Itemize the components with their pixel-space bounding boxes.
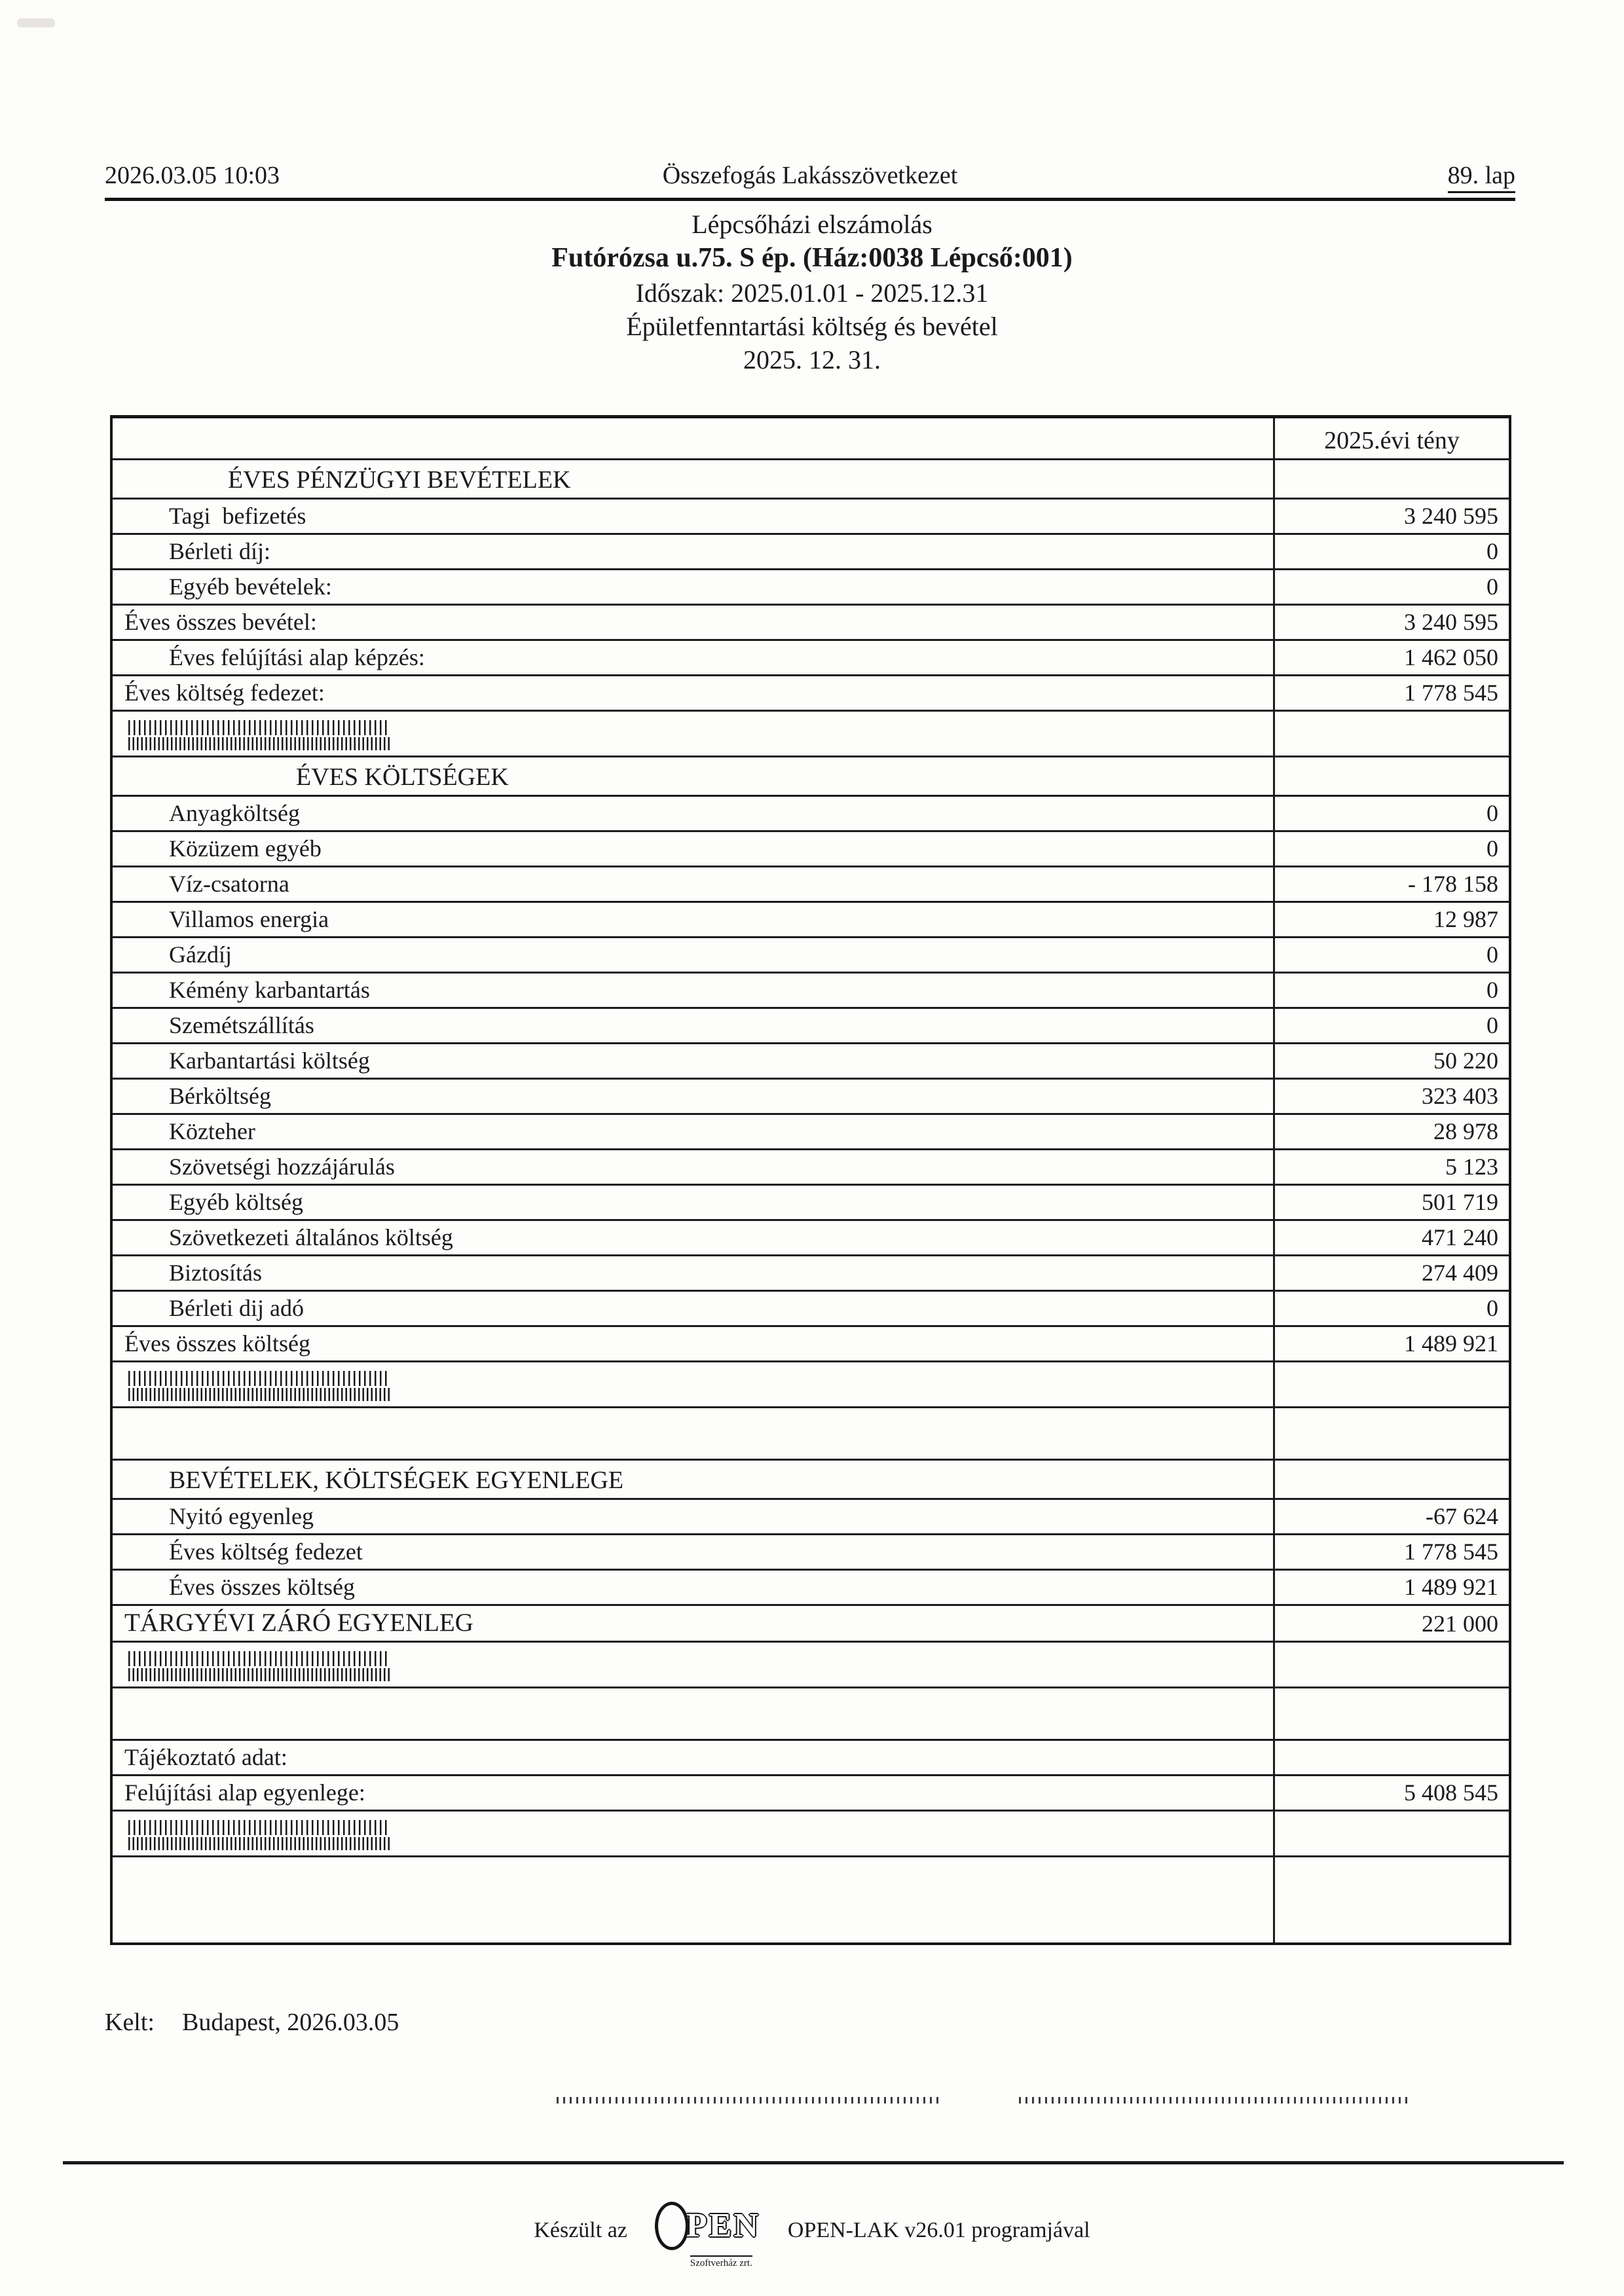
row-label: Szövetkezeti általános költség bbox=[169, 1224, 453, 1250]
credit-prefix: Készült az bbox=[534, 2217, 627, 2242]
value-column-header: 2025.évi tény bbox=[1273, 418, 1509, 458]
report-period: Időszak: 2025.01.01 - 2025.12.31 bbox=[635, 278, 989, 308]
row-value: 12 987 bbox=[1273, 903, 1509, 936]
table-section-row bbox=[113, 757, 1509, 797]
row-value bbox=[1273, 1362, 1509, 1406]
hatch-pattern bbox=[128, 737, 390, 750]
table-row bbox=[113, 641, 1509, 676]
row-label: Tájékoztató adat: bbox=[124, 1743, 287, 1770]
hatch-pattern bbox=[128, 1668, 390, 1681]
report-subtitle: Épületfenntartási költség és bevétel bbox=[626, 312, 998, 342]
row-value: 1 778 545 bbox=[1273, 1535, 1509, 1569]
empty-header-cell bbox=[113, 418, 1273, 458]
print-datetime: 2026.03.05 10:03 bbox=[105, 162, 280, 189]
table-row bbox=[113, 570, 1509, 606]
row-label: Felújítási alap egyenlege: bbox=[124, 1779, 365, 1806]
signature-lines bbox=[0, 2097, 1624, 2105]
table-row bbox=[113, 1080, 1509, 1115]
table-row bbox=[113, 1221, 1509, 1256]
row-label: Anyagköltség bbox=[169, 799, 300, 826]
row-label bbox=[113, 1408, 1273, 1459]
software-credit-line bbox=[0, 2192, 1624, 2269]
table-row bbox=[113, 974, 1509, 1009]
row-label: Éves összes költség bbox=[169, 1573, 355, 1600]
logo-letters: PEN bbox=[686, 2207, 760, 2244]
row-label: Víz-csatorna bbox=[169, 870, 289, 897]
page-number bbox=[1096, 161, 1515, 190]
row-label: Bérleti dij adó bbox=[169, 1294, 304, 1321]
row-value: 1 489 921 bbox=[1273, 1327, 1509, 1360]
credit-suffix: OPEN-LAK v26.01 programjával bbox=[787, 2217, 1090, 2242]
row-label: Közüzem egyéb bbox=[169, 835, 322, 862]
row-value bbox=[1273, 757, 1509, 795]
row-value: -67 624 bbox=[1273, 1500, 1509, 1533]
row-value: 1 462 050 bbox=[1273, 641, 1509, 674]
report-type: Lépcsőházi elszámolás bbox=[692, 210, 932, 239]
row-value bbox=[1273, 1741, 1509, 1774]
financial-table bbox=[110, 415, 1511, 1945]
signature-date-line bbox=[105, 2008, 1519, 2037]
row-label: Éves költség fedezet: bbox=[124, 679, 325, 706]
row-value: 1 778 545 bbox=[1273, 676, 1509, 710]
row-value: 3 240 595 bbox=[1273, 500, 1509, 533]
table-row bbox=[113, 676, 1509, 712]
footer-divider bbox=[63, 2161, 1564, 2164]
table-row bbox=[113, 903, 1509, 938]
row-label: Szemétszállítás bbox=[169, 1011, 314, 1038]
row-label: TÁRGYÉVI ZÁRÓ EGYENLEG bbox=[124, 1608, 473, 1637]
row-value bbox=[1273, 460, 1509, 498]
table-body bbox=[113, 460, 1509, 1942]
kelt-label: Kelt: bbox=[105, 2008, 155, 2036]
page-number-label: 89. lap bbox=[1448, 162, 1515, 193]
row-value: 28 978 bbox=[1273, 1115, 1509, 1148]
table-row bbox=[113, 1500, 1509, 1535]
row-label: Éves költség fedezet bbox=[169, 1538, 363, 1565]
table-row bbox=[113, 606, 1509, 641]
table-row bbox=[113, 1044, 1509, 1080]
row-label: Bérköltség bbox=[169, 1082, 271, 1109]
row-label bbox=[113, 1812, 1273, 1855]
table-row bbox=[113, 1857, 1509, 1942]
row-value: 5 123 bbox=[1273, 1150, 1509, 1184]
row-value: 0 bbox=[1273, 570, 1509, 604]
row-value: 274 409 bbox=[1273, 1256, 1509, 1290]
table-row bbox=[113, 1256, 1509, 1292]
row-value bbox=[1273, 1812, 1509, 1855]
row-label: Éves összes költség bbox=[124, 1330, 310, 1357]
row-label: BEVÉTELEK, KÖLTSÉGEK EGYENLEGE bbox=[169, 1466, 624, 1494]
row-value: 0 bbox=[1273, 832, 1509, 866]
table-row bbox=[113, 500, 1509, 535]
row-label bbox=[113, 712, 1273, 756]
row-label: Gázdíj bbox=[169, 941, 232, 968]
row-value: 221 000 bbox=[1273, 1606, 1509, 1641]
table-row bbox=[113, 1535, 1509, 1571]
logo-company-name: Szoftverház zrt. bbox=[690, 2255, 752, 2269]
organization-name: Összefogás Lakásszövetkezet bbox=[662, 162, 958, 189]
report-date: 2025. 12. 31. bbox=[743, 345, 881, 375]
row-label: Közteher bbox=[169, 1118, 255, 1144]
table-row bbox=[113, 1327, 1509, 1362]
table-row bbox=[113, 712, 1509, 757]
hatch-pattern bbox=[128, 1371, 390, 1386]
row-value: 0 bbox=[1273, 535, 1509, 568]
report-title-block bbox=[0, 208, 1624, 377]
row-label: Éves felújítási alap képzés: bbox=[169, 644, 425, 670]
table-row bbox=[113, 1741, 1509, 1776]
row-value: 0 bbox=[1273, 1009, 1509, 1042]
hatch-pattern bbox=[128, 720, 390, 735]
row-value bbox=[1273, 1408, 1509, 1459]
table-row bbox=[113, 1150, 1509, 1186]
table-row bbox=[113, 1408, 1509, 1461]
table-row bbox=[113, 1009, 1509, 1044]
row-label: Bérleti díj: bbox=[169, 538, 270, 564]
row-value bbox=[1273, 1688, 1509, 1739]
table-row bbox=[113, 1115, 1509, 1150]
row-label: ÉVES KÖLTSÉGEK bbox=[296, 763, 509, 791]
row-label: Karbantartási költség bbox=[169, 1047, 370, 1074]
logo-o-icon bbox=[655, 2202, 689, 2250]
hatch-pattern bbox=[128, 1820, 390, 1835]
row-label bbox=[113, 1362, 1273, 1406]
kelt-value: Budapest, 2026.03.05 bbox=[181, 2008, 399, 2036]
table-row bbox=[113, 797, 1509, 832]
table-row bbox=[113, 535, 1509, 570]
row-label: Villamos energia bbox=[169, 905, 329, 932]
open-software-logo bbox=[655, 2192, 760, 2269]
row-value: 0 bbox=[1273, 974, 1509, 1007]
hatch-pattern bbox=[128, 1388, 390, 1401]
row-value: 1 489 921 bbox=[1273, 1571, 1509, 1604]
table-row bbox=[113, 1292, 1509, 1327]
row-value: 3 240 595 bbox=[1273, 606, 1509, 639]
row-label: Biztosítás bbox=[169, 1259, 262, 1286]
page-header bbox=[105, 161, 1515, 201]
table-row bbox=[113, 1643, 1509, 1688]
table-column-header-row bbox=[113, 418, 1509, 460]
hatch-pattern bbox=[128, 1651, 390, 1666]
table-row bbox=[113, 1186, 1509, 1221]
hatch-pattern bbox=[128, 1837, 390, 1850]
table-row bbox=[113, 1606, 1509, 1643]
table-row bbox=[113, 1776, 1509, 1812]
row-value bbox=[1273, 712, 1509, 756]
building-address: Futórózsa u.75. S ép. (Ház:0038 Lépcső:001) bbox=[551, 243, 1073, 274]
table-row bbox=[113, 832, 1509, 867]
table-row bbox=[113, 1812, 1509, 1857]
table-row bbox=[113, 1362, 1509, 1408]
row-label: Egyéb bevételek: bbox=[169, 573, 332, 600]
signature-line bbox=[1019, 2097, 1409, 2104]
row-label bbox=[113, 1688, 1273, 1739]
table-row bbox=[113, 867, 1509, 903]
row-value bbox=[1273, 1643, 1509, 1686]
row-label: Szövetségi hozzájárulás bbox=[169, 1153, 395, 1180]
row-value: 471 240 bbox=[1273, 1221, 1509, 1254]
row-value: 0 bbox=[1273, 797, 1509, 830]
table-row bbox=[113, 1571, 1509, 1606]
row-label bbox=[113, 1857, 1273, 1942]
row-label: Nyitó egyenleg bbox=[169, 1503, 314, 1529]
row-value: - 178 158 bbox=[1273, 867, 1509, 901]
row-value bbox=[1273, 1461, 1509, 1498]
row-value: 0 bbox=[1273, 1292, 1509, 1325]
row-value: 5 408 545 bbox=[1273, 1776, 1509, 1810]
signature-line bbox=[557, 2097, 943, 2104]
table-section-row bbox=[113, 460, 1509, 500]
row-label: Kémény karbantartás bbox=[169, 976, 370, 1003]
scan-artifact bbox=[17, 18, 55, 27]
row-value: 323 403 bbox=[1273, 1080, 1509, 1113]
table-row bbox=[113, 938, 1509, 974]
row-value: 501 719 bbox=[1273, 1186, 1509, 1219]
table-section-row bbox=[113, 1461, 1509, 1500]
table-row bbox=[113, 1688, 1509, 1741]
row-label: Egyéb költség bbox=[169, 1188, 303, 1215]
row-label: Tagi befizetés bbox=[169, 502, 306, 529]
row-value: 50 220 bbox=[1273, 1044, 1509, 1078]
row-label: ÉVES PÉNZÜGYI BEVÉTELEK bbox=[228, 465, 571, 494]
row-label: Éves összes bevétel: bbox=[124, 608, 317, 635]
row-label bbox=[113, 1643, 1273, 1686]
row-value bbox=[1273, 1857, 1509, 1942]
row-value: 0 bbox=[1273, 938, 1509, 972]
